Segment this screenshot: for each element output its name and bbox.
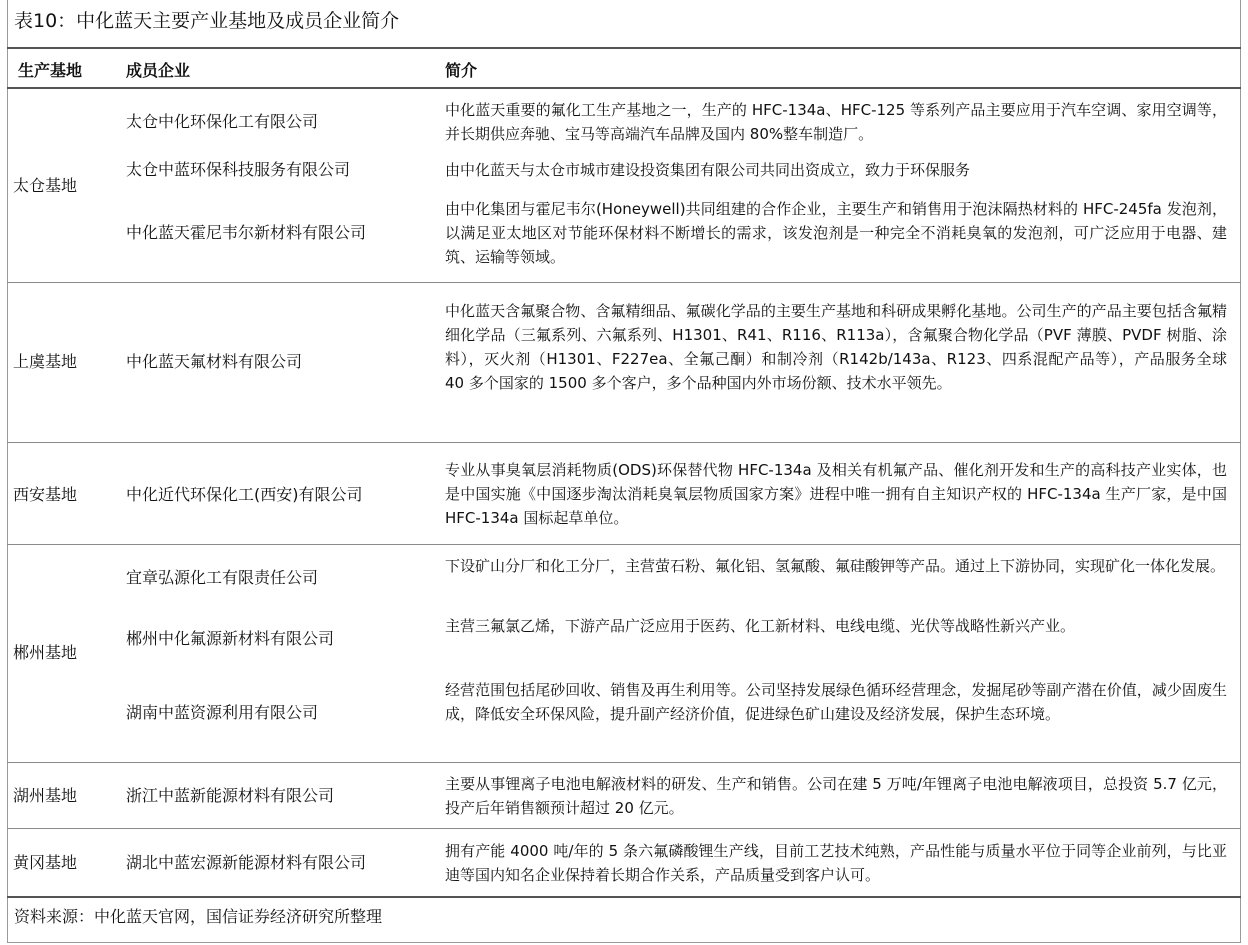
company-name: 中化蓝天氟材料有限公司 [126, 352, 303, 371]
company-intro: 由中化集团与霍尼韦尔(Honeywell)共同组建的合作企业，主要生产和销售用于泡沫隔热材料的 HFC-245fa 发泡剂，以满足亚太地区对节能环保材料不断增长的需求，该发泡剂是一种完全不消耗臭氧的发泡剂，可广泛应用于电器、建筑、运输等领域。 [445, 200, 1227, 266]
row-separator [7, 828, 1241, 829]
row-separator [7, 762, 1241, 763]
company-intro: 中化蓝天重要的氟化工生产基地之一，生产的 HFC-134a、HFC-125 等系列产品主要应用于汽车空调、家用空调等，并长期供应奔驰、宝马等高端汽车品牌及国内 80%整车制造厂。 [445, 101, 1227, 143]
company-intro: 由中化蓝天与太仓市城市建设投资集团有限公司共同出资成立，致力于环保服务 [445, 161, 971, 179]
company-name: 宜章弘源化工有限责任公司 [126, 568, 319, 587]
company-name: 中化近代环保化工(西安)有限公司 [126, 485, 363, 504]
row-separator [7, 442, 1241, 443]
column-header-company: 成员企业 [126, 61, 191, 80]
company-intro: 经营范围包括尾砂回收、销售及再生利用等。公司坚持发展绿色循环经营理念，发掘尾砂等副产潜在价值，减少固废生成，降低安全环保风险，提升副产经济价值，促进绿色矿山建设及经济发展，保护生态环境。 [445, 681, 1227, 723]
base-chenzhou: 郴州基地 [13, 643, 78, 662]
column-header-base: 生产基地 [18, 61, 83, 80]
source-note: 资料来源：中化蓝天官网，国信证券经济研究所整理 [14, 907, 383, 926]
company-intro: 拥有产能 4000 吨/年的 5 条六氟磷酸锂生产线，目前工艺技术纯熟，产品性能与质量水平位于同等企业前列，与比亚迪等国内知名企业保持着长期合作关系，产品质量受到客户认可。 [445, 842, 1227, 884]
base-taicang: 太仓基地 [13, 176, 78, 195]
footer-rule [7, 896, 1241, 898]
company-intro: 主要从事锂离子电池电解液材料的研发、生产和销售。公司在建 5 万吨/年锂离子电池电解液项目，总投资 5.7 亿元，投产后年销售额预计超过 20 亿元。 [445, 775, 1227, 817]
row-separator [7, 282, 1241, 283]
header-rule [7, 87, 1241, 89]
company-intro: 专业从事臭氧层消耗物质(ODS)环保替代物 HFC-134a 及相关有机氟产品、催化剂开发和生产的高科技产业实体，也是中国实施《中国逐步淘汰消耗臭氧层物质国家方案》进程中唯一拥有自主知识产权的 HFC-134a 生产厂家，是中国 HFC-134a 国标起草单位。 [445, 461, 1227, 527]
bottom-rule [7, 942, 1241, 943]
company-name: 太仓中化环保化工有限公司 [126, 112, 319, 131]
company-name: 浙江中蓝新能源材料有限公司 [126, 786, 335, 805]
base-huanggang: 黄冈基地 [13, 853, 78, 872]
company-name: 湖北中蓝宏源新能源材料有限公司 [126, 853, 367, 872]
column-header-intro: 简介 [445, 61, 478, 80]
row-separator [7, 544, 1241, 545]
base-huzhou: 湖州基地 [13, 786, 78, 805]
company-intro: 下设矿山分厂和化工分厂，主营萤石粉、氟化铝、氢氟酸、氟硅酸钾等产品。通过上下游协同，实现矿化一体化发展。 [445, 557, 1226, 575]
company-intro: 主营三氟氯乙烯，下游产品广泛应用于医药、化工新材料、电线电缆、光伏等战略性新兴产业。 [445, 617, 1076, 635]
company-intro: 中化蓝天含氟聚合物、含氟精细品、氟碳化学品的主要生产基地和科研成果孵化基地。公司生产的产品主要包括含氟精细化学品（三氟系列、六氟系列、H1301、R41、R116、R113a），含氟聚合物化学品（PVF 薄膜、PVDF 树脂、涂料），灭火剂（H1301、F227ea、全氟己酮）和制冷剂（R142b/143a、R123、四系混配产品等），产品服务全球 40 多个国家的 1500 多个客户，多个品种国内外市场份额、技术水平领先。 [445, 302, 1227, 392]
base-xian: 西安基地 [13, 485, 78, 504]
base-shangyu: 上虞基地 [13, 352, 78, 371]
company-name: 郴州中化氟源新材料有限公司 [126, 629, 335, 648]
company-name: 太仓中蓝环保科技服务有限公司 [126, 160, 351, 179]
title-rule [7, 47, 1241, 49]
company-name: 中化蓝天霍尼韦尔新材料有限公司 [126, 223, 367, 242]
table-title: 表10：中化蓝天主要产业基地及成员企业简介 [14, 10, 400, 32]
company-name: 湖南中蓝资源利用有限公司 [126, 703, 319, 722]
